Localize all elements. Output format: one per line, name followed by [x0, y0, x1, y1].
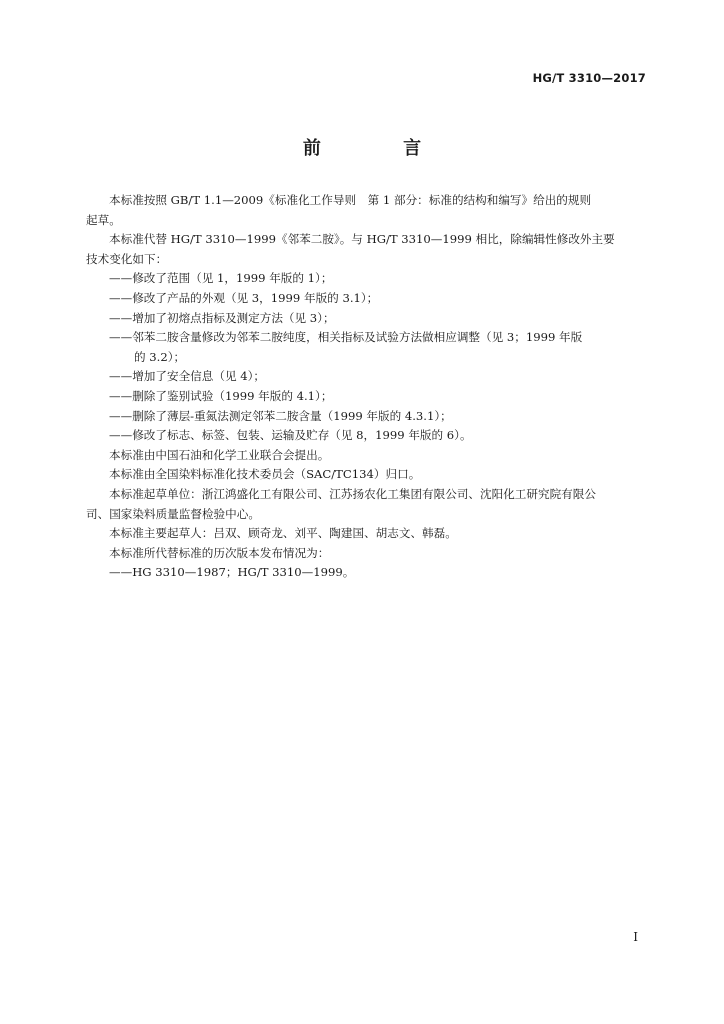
change-item: ——增加了安全信息（见 4）； — [109, 369, 265, 384]
standard-code: HG/T 3310—2017 — [532, 71, 646, 85]
change-item: ——修改了范围（见 1，1999 年版的 1）； — [109, 271, 333, 286]
change-item: ——删除了鉴别试验（1999 年版的 4.1）； — [109, 388, 333, 403]
page-title: 前 言 — [302, 138, 460, 159]
foreword-body — [86, 191, 648, 583]
change-item: ——删除了薄层-重氮法测定邻苯二胺含量（1999 年版的 4.3.1）； — [109, 408, 452, 423]
previous-editions-item: ——HG 3310—1987；HG/T 3310—1999。 — [109, 565, 355, 580]
paragraph-under-jurisdiction: 本标准由全国染料标准化技术委员会（SAC/TC134）归口。 — [109, 467, 421, 482]
page-number: I — [633, 930, 638, 944]
paragraph-drafting-units: 本标准起草单位：浙江鸿盛化工有限公司、江苏扬农化工集团有限公司、沈阳化工研究院有限公 — [109, 486, 596, 501]
paragraph-drafting-units-cont: 司、国家染料质量监督检验中心。 — [86, 506, 260, 521]
paragraph-drafting-rule — [86, 191, 648, 211]
paragraph-previous-editions: 本标准所代替标准的历次版本发布情况为： — [109, 545, 330, 560]
paragraph-proposed-by: 本标准由中国石油和化学工业联合会提出。 — [109, 447, 330, 462]
change-item: ——修改了标志、标签、包装、运输及贮存（见 8，1999 年版的 6）。 — [109, 428, 472, 443]
paragraph-replaces-cont — [86, 250, 648, 270]
paragraph-replaces — [86, 230, 648, 250]
paragraph-line: 技术变化如下： — [86, 251, 168, 266]
paragraph-line: 本标准按照 GB/T 1.1—2009《标准化工作导则 第 1 部分：标准的结构和编写》给出的规则 — [109, 193, 592, 207]
paragraph-main-drafters: 本标准主要起草人：吕双、顾奇龙、刘平、陶建国、胡志文、韩磊。 — [109, 526, 457, 541]
change-item-cont: 的 3.2）； — [134, 349, 186, 364]
change-item: ——增加了初熔点指标及测定方法（见 3）； — [109, 310, 335, 325]
paragraph-line: 本标准代替 HG/T 3310—1999《邻苯二胺》。与 HG/T 3310—1999 相比，除编辑性修改外主要 — [109, 232, 615, 247]
change-item: ——修改了产品的外观（见 3，1999 年版的 3.1）； — [109, 290, 379, 305]
paragraph-drafting-rule-cont — [86, 211, 648, 231]
paragraph-line: 起草。 — [86, 212, 121, 227]
change-item: ——邻苯二胺含量修改为邻苯二胺纯度，相关指标及试验方法做相应调整（见 3；1999 年版 — [109, 330, 583, 345]
